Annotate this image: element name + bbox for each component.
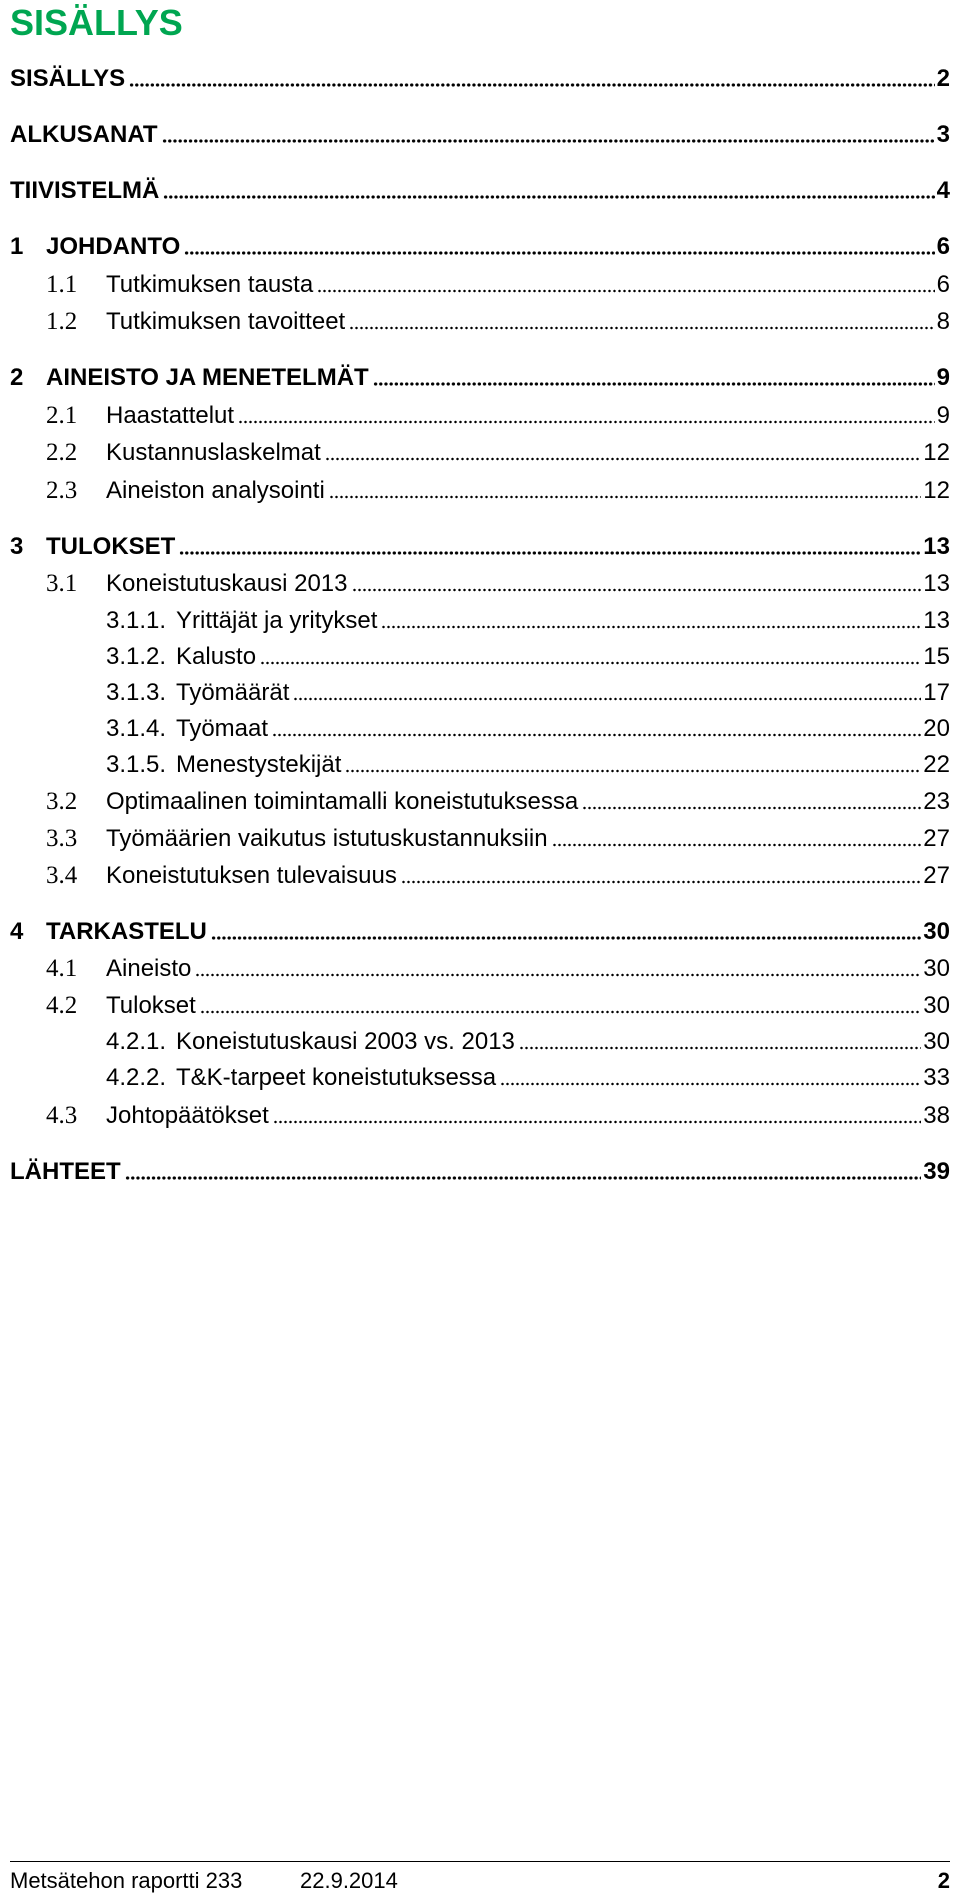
toc-dot-leader	[373, 382, 935, 386]
footer-page-number: 2	[937, 1868, 950, 1893]
toc-entry-page: 13	[923, 607, 950, 634]
toc-entry-page: 8	[936, 308, 950, 335]
toc-dot-leader	[238, 420, 935, 424]
toc-entry[interactable]	[10, 230, 950, 264]
toc-entry-title: LÄHTEET	[10, 1158, 121, 1185]
toc-entry-page: 30	[923, 992, 950, 1019]
page-title: SISÄLLYS	[10, 2, 183, 43]
toc-entry-title: Työmäärien vaikutus istutuskustannuksiin	[106, 825, 548, 852]
toc-entry-title: Kustannuslaskelmat	[106, 439, 321, 466]
toc-entry-title: Koneistutuskausi 2003 vs. 2013	[176, 1028, 515, 1055]
toc-dot-leader	[260, 661, 921, 665]
toc-entry[interactable]	[10, 859, 950, 893]
toc-dot-leader	[179, 551, 921, 555]
toc-entry-number: 4.2.2.	[106, 1064, 167, 1091]
toc-entry-title: Yrittäjät ja yritykset	[176, 607, 378, 634]
toc-entry-number: 4.2	[46, 992, 78, 1019]
toc-entry-page: 30	[923, 1028, 950, 1055]
toc-entry-title: Tutkimuksen tavoitteet	[106, 308, 346, 335]
toc-entry-title: ALKUSANAT	[10, 121, 158, 148]
toc-entry-page: 15	[923, 643, 950, 670]
toc-entry[interactable]	[10, 361, 950, 395]
toc-entry-page: 4	[936, 177, 950, 204]
toc-entry-page: 12	[923, 477, 950, 504]
toc-entry[interactable]	[10, 436, 950, 470]
toc-entry[interactable]	[10, 474, 950, 508]
footer-divider	[10, 1861, 950, 1862]
toc-entry-number: 2	[10, 364, 24, 391]
toc-entry-title: SISÄLLYS	[10, 65, 126, 92]
toc-dot-leader	[184, 251, 934, 255]
toc-entry-number: 1	[10, 233, 24, 260]
toc-entry-page: 39	[923, 1158, 950, 1185]
toc-dot-leader	[345, 769, 921, 773]
toc-entry[interactable]	[10, 712, 950, 746]
toc-entry-page: 13	[923, 570, 950, 597]
toc-entry-page: 12	[923, 439, 950, 466]
toc-entry[interactable]	[10, 640, 950, 674]
toc-dot-leader	[293, 697, 921, 701]
toc-entry-title: Työmäärät	[176, 679, 290, 706]
toc-entry-number: 4	[10, 918, 24, 945]
toc-dot-leader	[401, 880, 921, 884]
toc-dot-leader	[195, 973, 921, 977]
toc-entry[interactable]	[10, 174, 950, 208]
toc-dot-leader	[129, 83, 934, 87]
toc-entry-number: 4.2.1.	[106, 1028, 167, 1055]
toc-entry[interactable]	[10, 399, 950, 433]
toc-entry-title: TULOKSET	[46, 533, 176, 560]
toc-entry-number: 1.2	[46, 308, 78, 335]
toc-entry[interactable]	[10, 62, 950, 96]
toc-dot-leader	[272, 733, 921, 737]
toc-entry-title: Kalusto	[176, 643, 257, 670]
toc-entry-title: Haastattelut	[106, 402, 235, 429]
toc-entry-number: 2.3	[46, 477, 78, 504]
toc-entry[interactable]	[10, 268, 950, 302]
toc-entry-number: 1.1	[46, 271, 78, 298]
toc-entry-title: Menestystekijät	[176, 751, 342, 778]
toc-entry-number: 3.3	[46, 825, 78, 852]
toc-dot-leader	[200, 1010, 921, 1014]
toc-entry-title: AINEISTO JA MENETELMÄT	[46, 364, 369, 391]
toc-dot-leader	[162, 139, 935, 143]
toc-entry-page: 9	[936, 402, 950, 429]
toc-entry[interactable]	[10, 1099, 950, 1133]
toc-entry[interactable]	[10, 989, 950, 1023]
toc-entry-page: 6	[936, 271, 950, 298]
toc-entry[interactable]	[10, 118, 950, 152]
toc-entry-page: 23	[923, 788, 950, 815]
toc-entry[interactable]	[10, 530, 950, 564]
toc-entry-number: 3.1.3.	[106, 679, 167, 706]
toc-entry-title: Aineisto	[106, 955, 192, 982]
toc-entry-number: 4.3	[46, 1102, 78, 1129]
toc-entry-title: Koneistutuskausi 2013	[106, 570, 348, 597]
toc-dot-leader	[273, 1120, 922, 1124]
toc-entry[interactable]	[10, 785, 950, 819]
toc-entry[interactable]	[10, 1025, 950, 1059]
toc-entry[interactable]	[10, 822, 950, 856]
toc-entry-page: 2	[936, 65, 950, 92]
toc-entry-page: 3	[936, 121, 950, 148]
toc-entry[interactable]	[10, 915, 950, 949]
toc-entry-title: Työmaat	[176, 715, 269, 742]
toc-entry-number: 3	[10, 533, 24, 560]
toc-entry-page: 6	[936, 233, 950, 260]
toc-dot-leader	[125, 1176, 922, 1180]
toc-entry-page: 27	[923, 862, 950, 889]
footer-date: 22.9.2014	[300, 1868, 398, 1893]
toc-entry-page: 17	[923, 679, 950, 706]
toc-entry-title: Optimaalinen toimintamalli koneistutuksessa	[106, 788, 579, 815]
toc-entry-title: TARKASTELU	[46, 918, 207, 945]
toc-dot-leader	[349, 326, 934, 330]
toc-dot-leader	[211, 936, 921, 940]
toc-entry-title: Aineiston analysointi	[106, 477, 325, 504]
toc-entry[interactable]	[10, 1061, 950, 1095]
toc-entry-title: JOHDANTO	[46, 233, 181, 260]
toc-dot-leader	[500, 1082, 921, 1086]
toc-dot-leader	[329, 495, 921, 499]
toc-entry[interactable]	[10, 1155, 950, 1189]
toc-entry-number: 3.1.2.	[106, 643, 167, 670]
toc-entry[interactable]	[10, 604, 950, 638]
toc-dot-leader	[519, 1046, 921, 1050]
toc-entry-title: Tutkimuksen tausta	[106, 271, 314, 298]
toc-entry-number: 3.1.4.	[106, 715, 167, 742]
toc-entry-page: 33	[923, 1064, 950, 1091]
toc-entry-page: 9	[936, 364, 950, 391]
toc-dot-leader	[352, 588, 922, 592]
toc-entry-title: Johtopäätökset	[106, 1102, 269, 1129]
toc-entry-title: TIIVISTELMÄ	[10, 177, 160, 204]
toc-entry-number: 3.4	[46, 862, 78, 889]
toc-entry-page: 30	[923, 918, 950, 945]
toc-entry-number: 2.2	[46, 439, 78, 466]
toc-entry-page: 30	[923, 955, 950, 982]
toc-entry-title: Koneistutuksen tulevaisuus	[106, 862, 397, 889]
toc-entry-number: 3.1.1.	[106, 607, 167, 634]
toc-entry-title: Tulokset	[106, 992, 196, 1019]
toc-entry-title: T&K-tarpeet koneistutuksessa	[176, 1064, 497, 1091]
toc-entry-number: 2.1	[46, 402, 78, 429]
toc-entry[interactable]	[10, 952, 950, 986]
toc-entry-page: 13	[923, 533, 950, 560]
toc-dot-leader	[163, 195, 934, 199]
toc-entry-number: 3.1.5.	[106, 751, 167, 778]
toc-entry-page: 22	[923, 751, 950, 778]
toc-dot-leader	[552, 843, 922, 847]
toc-entry[interactable]	[10, 567, 950, 601]
toc-entry-number: 3.2	[46, 788, 78, 815]
toc-dot-leader	[325, 457, 922, 461]
toc-dot-leader	[381, 625, 921, 629]
toc-entry-number: 4.1	[46, 955, 78, 982]
toc-entry-page: 27	[923, 825, 950, 852]
footer-report-title: Metsätehon raportti 233	[10, 1868, 243, 1893]
toc-dot-leader	[582, 806, 921, 810]
toc-dot-leader	[317, 289, 934, 293]
page-footer	[10, 1866, 950, 1896]
toc-entry-page: 20	[923, 715, 950, 742]
toc-entry-page: 38	[923, 1102, 950, 1129]
toc-entry[interactable]	[10, 748, 950, 782]
toc-entry[interactable]	[10, 305, 950, 339]
toc-entry-number: 3.1	[46, 570, 78, 597]
toc-entry[interactable]	[10, 676, 950, 710]
